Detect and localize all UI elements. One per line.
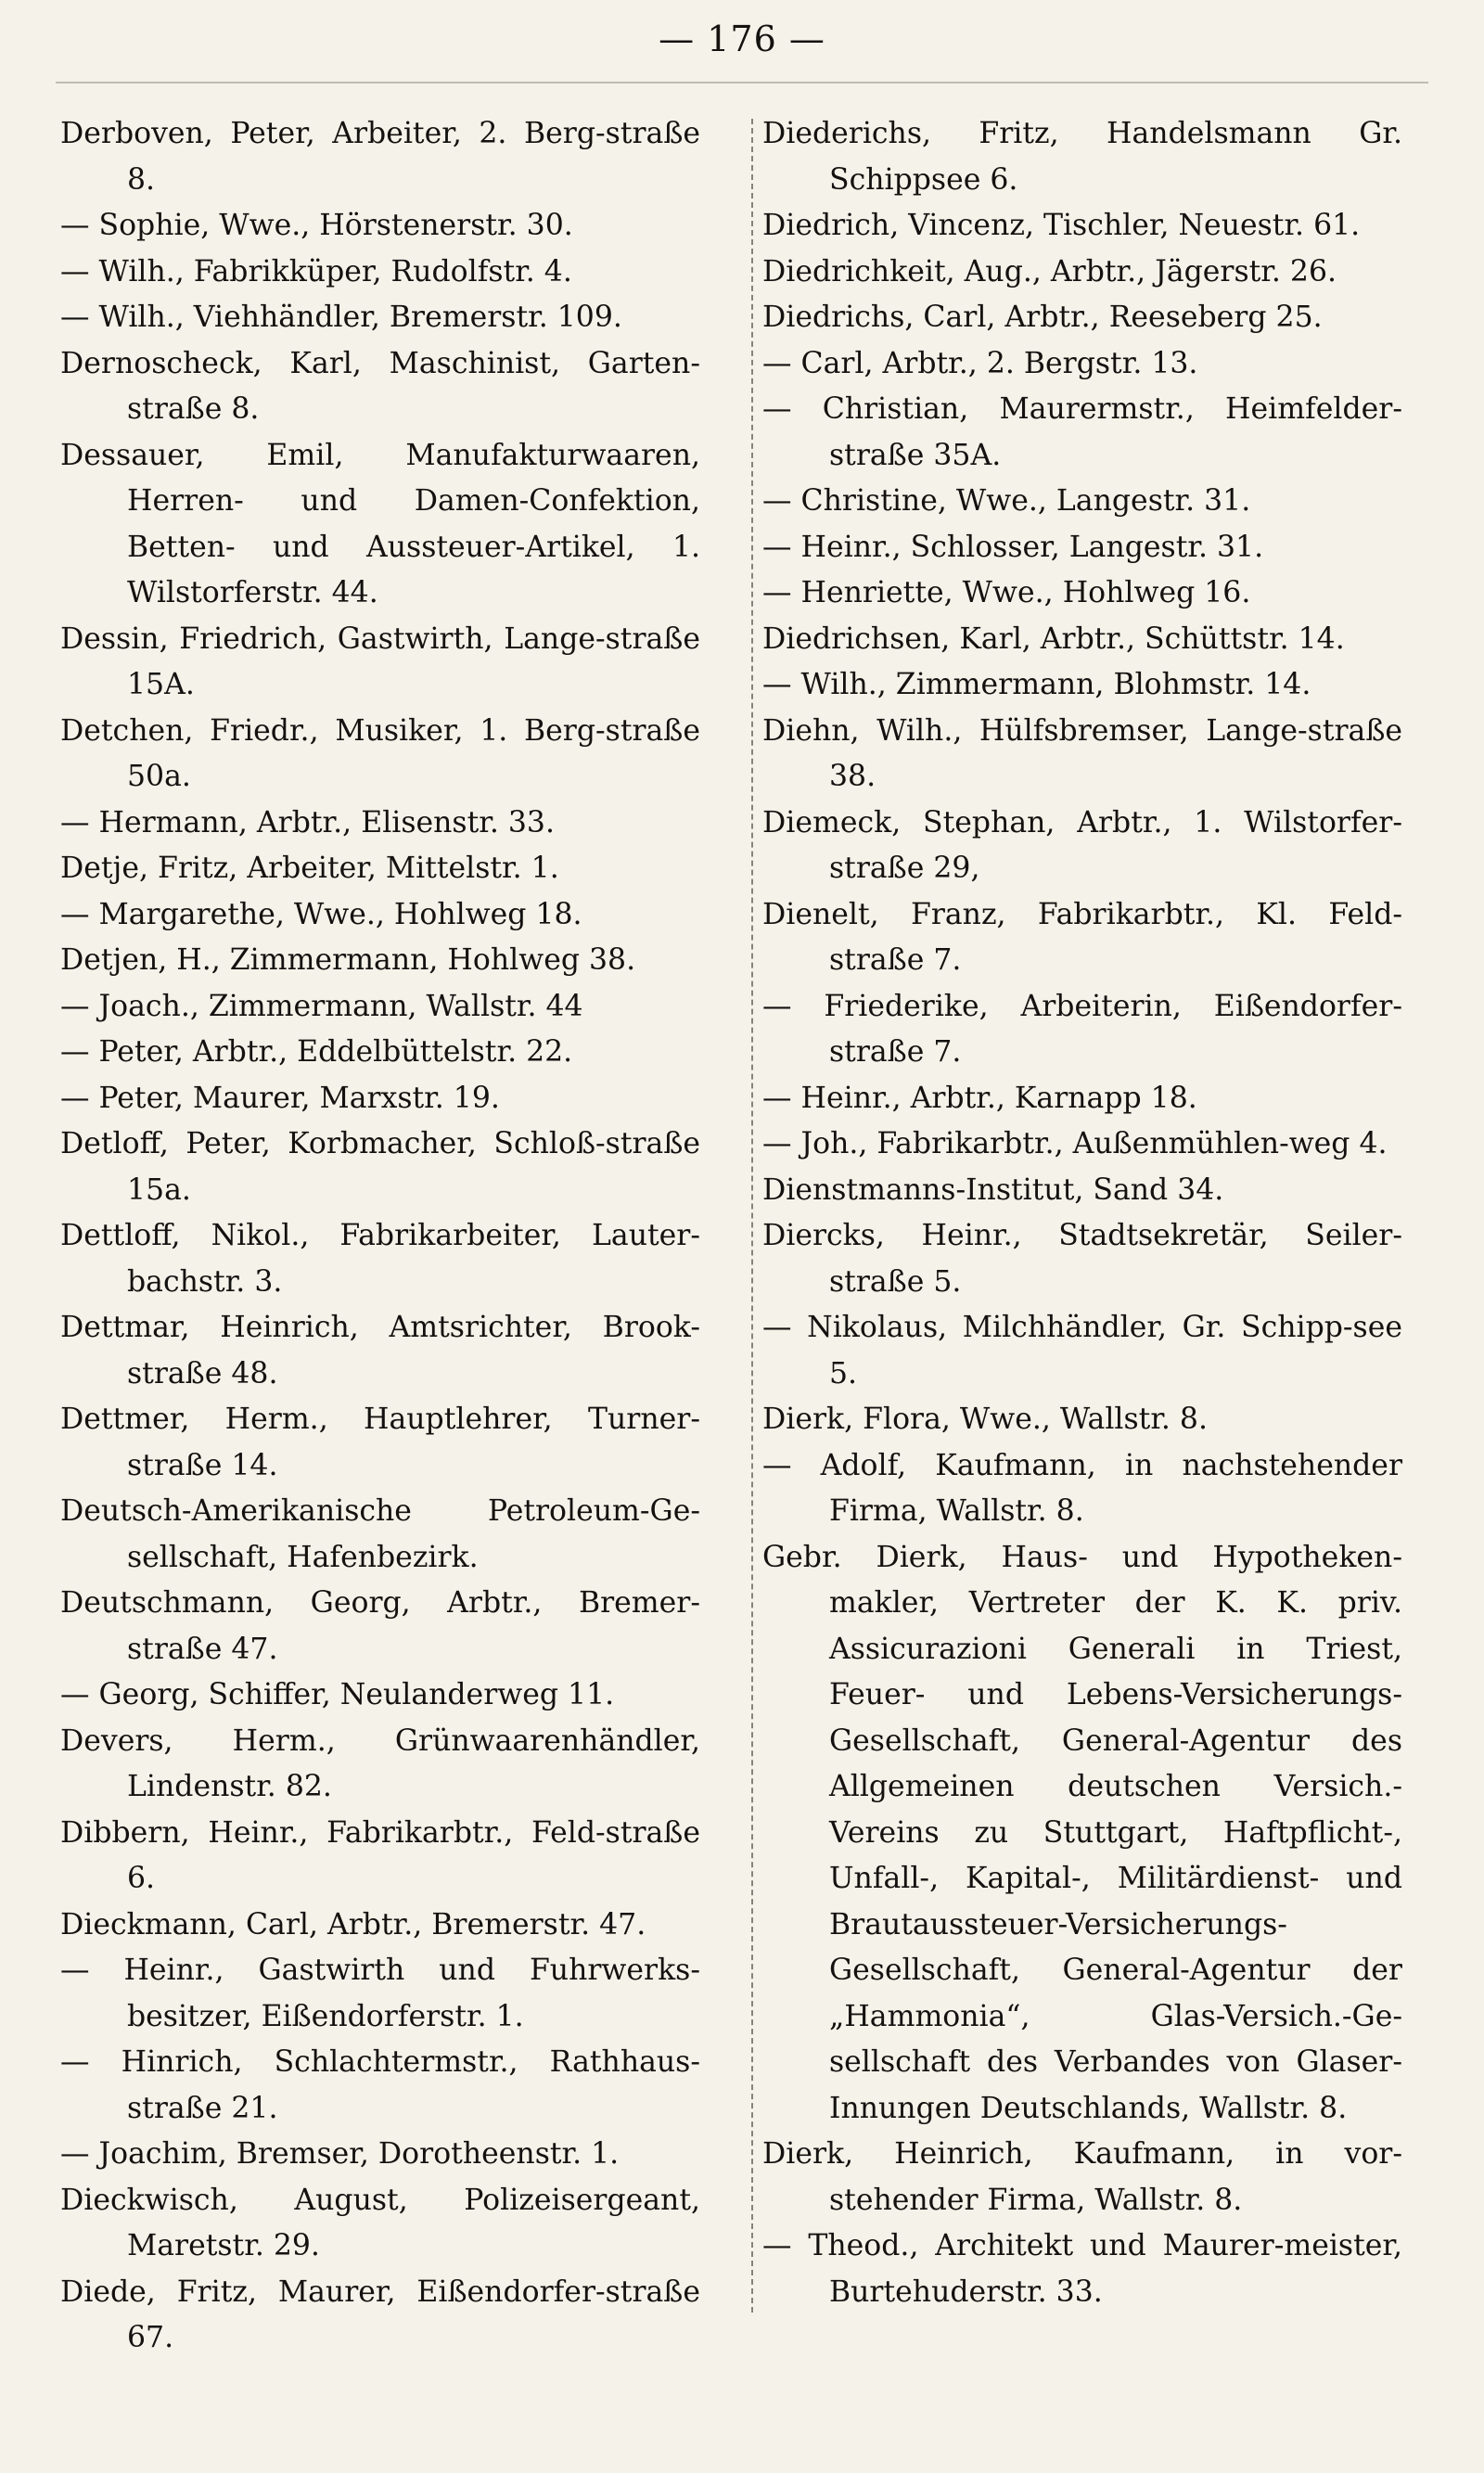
header-rule xyxy=(56,82,1428,83)
left-column xyxy=(60,111,700,2362)
directory-entry: Dettloff, Nikol., Fabrikarbeiter, Lauter-bachstr. 3. xyxy=(60,1219,700,1299)
directory-entry: Dierk, Heinrich, Kaufmann, in vor-stehender Firma, Wallstr. 8. xyxy=(762,2137,1402,2217)
directory-entry: Dessin, Friedrich, Gastwirth, Lange-straße 15A. xyxy=(60,621,700,701)
directory-entry: Deutschmann, Georg, Arbtr., Bremer-straße 47. xyxy=(60,1586,700,1666)
directory-entry: — Carl, Arbtr., 2. Bergstr. 13. xyxy=(762,346,1198,380)
page-number: — 176 — xyxy=(659,19,825,59)
directory-entry: — Hinrich, Schlachtermstr., Rathhaus-straße 21. xyxy=(60,2045,700,2125)
directory-entry: — Heinr., Gastwirth und Fuhrwerks-besitzer, Eißendorferstr. 1. xyxy=(60,1954,700,2033)
directory-entry: Detchen, Friedr., Musiker, 1. Berg-straße 50a. xyxy=(60,713,700,793)
directory-entry: — Christian, Maurermstr., Heimfelder-straße 35A. xyxy=(762,392,1402,472)
directory-entry: — Nikolaus, Milchhändler, Gr. Schipp-see 5. xyxy=(762,1311,1402,1390)
directory-entry: Diedrichkeit, Aug., Arbtr., Jägerstr. 26. xyxy=(762,254,1337,288)
directory-entry: Diedrichsen, Karl, Arbtr., Schüttstr. 14. xyxy=(762,621,1345,656)
directory-entry: Diedrich, Vincenz, Tischler, Neuestr. 61. xyxy=(762,209,1361,242)
directory-entry: Dernoscheck, Karl, Maschinist, Garten-straße 8. xyxy=(60,346,700,426)
directory-entry: — Wilh., Zimmermann, Blohmstr. 14. xyxy=(762,668,1311,701)
column-divider xyxy=(751,119,753,2313)
directory-entry: Diercks, Heinr., Stadtsekretär, Seiler-straße 5. xyxy=(762,1219,1402,1299)
directory-entry: Dibbern, Heinr., Fabrikarbtr., Feld-straße 6. xyxy=(60,1815,700,1895)
directory-entry: — Heinr., Schlosser, Langestr. 31. xyxy=(762,530,1264,564)
directory-entry: — Friederike, Arbeiterin, Eißendorfer-straße 7. xyxy=(762,989,1402,1069)
directory-entry: — Peter, Arbtr., Eddelbüttelstr. 22. xyxy=(60,1035,573,1069)
directory-entry: Detjen, H., Zimmermann, Hohlweg 38. xyxy=(60,943,636,977)
directory-entry: Dieckmann, Carl, Arbtr., Bremerstr. 47. xyxy=(60,1907,646,1941)
directory-entry: — Sophie, Wwe., Hörstenerstr. 30. xyxy=(60,209,573,242)
directory-entry: Dierk, Flora, Wwe., Wallstr. 8. xyxy=(762,1403,1208,1436)
directory-entry: Dienelt, Franz, Fabrikarbtr., Kl. Feld-straße 7. xyxy=(762,897,1402,977)
directory-entry: — Henriette, Wwe., Hohlweg 16. xyxy=(762,576,1251,609)
directory-entry: Dettmer, Herm., Hauptlehrer, Turner-straße 14. xyxy=(60,1403,700,1482)
directory-entry: — Margarethe, Wwe., Hohlweg 18. xyxy=(60,897,582,931)
directory-entry: Dieckwisch, August, Polizeisergeant, Maretstr. 29. xyxy=(60,2183,700,2262)
directory-entry: Dettmar, Heinrich, Amtsrichter, Brook-straße 48. xyxy=(60,1311,700,1390)
directory-entry: — Theod., Architekt und Maurer-meister, Burtehuderstr. 33. xyxy=(762,2229,1402,2309)
directory-entry: Gebr. Dierk, Haus- und Hypotheken-makler, Vertreter der K. K. priv. Assicurazioni Generali in Triest, Feuer- und Lebens-Versicherungs-Gesellschaft, General-Agentur des Allgemeinen deutschen Versich.-Vereins zu Stuttgart, Haftpflicht-, Unfall-, Kapital-, Militärdienst- und Brautaussteuer-Versicherungs-Gesellschaft, General-Agentur der „Hammonia“, Glas-Versich.-Ge-sellschaft des Verbandes von Glaser-Innungen Deutschlands, Wallstr. 8. xyxy=(762,1540,1402,2125)
directory-entry: — Peter, Maurer, Marxstr. 19. xyxy=(60,1081,500,1115)
directory-entry: — Wilh., Viehhändler, Bremerstr. 109. xyxy=(60,301,622,334)
directory-entry: Diemeck, Stephan, Arbtr., 1. Wilstorfer-straße 29, xyxy=(762,805,1402,885)
directory-entry: — Hermann, Arbtr., Elisenstr. 33. xyxy=(60,805,555,839)
directory-entry: Diehn, Wilh., Hülfsbremser, Lange-straße 38. xyxy=(762,713,1402,793)
directory-entry: — Georg, Schiffer, Neulanderweg 11. xyxy=(60,1678,615,1711)
directory-entry: Diede, Fritz, Maurer, Eißendorfer-straße 67. xyxy=(60,2274,700,2354)
directory-entry: Devers, Herm., Grünwaarenhändler, Lindenstr. 82. xyxy=(60,1723,700,1803)
directory-entry: Deutsch-Amerikanische Petroleum-Ge-sellschaft, Hafenbezirk. xyxy=(60,1494,700,1574)
directory-entry: Diedrichs, Carl, Arbtr., Reeseberg 25. xyxy=(762,301,1323,334)
directory-entry: Diederichs, Fritz, Handelsmann Gr. Schippsee 6. xyxy=(762,117,1402,197)
directory-entry: Detloff, Peter, Korbmacher, Schloß-straße 15a. xyxy=(60,1127,700,1207)
directory-entry: — Adolf, Kaufmann, in nachstehender Firma, Wallstr. 8. xyxy=(762,1448,1402,1528)
right-column xyxy=(762,111,1402,2315)
directory-entry: Dienstmanns-Institut, Sand 34. xyxy=(762,1172,1224,1207)
directory-entry: — Wilh., Fabrikküper, Rudolfstr. 4. xyxy=(60,254,572,288)
directory-entry: — Heinr., Arbtr., Karnapp 18. xyxy=(762,1081,1197,1115)
directory-entry: — Joach., Zimmermann, Wallstr. 44 xyxy=(60,989,583,1023)
directory-entry: — Christine, Wwe., Langestr. 31. xyxy=(762,484,1251,518)
directory-entry: Detje, Fritz, Arbeiter, Mittelstr. 1. xyxy=(60,852,559,885)
directory-entry: — Joh., Fabrikarbtr., Außenmühlen-weg 4. xyxy=(762,1127,1388,1160)
directory-entry: — Joachim, Bremser, Dorotheenstr. 1. xyxy=(60,2137,620,2171)
directory-entry: Derboven, Peter, Arbeiter, 2. Berg-straße 8. xyxy=(60,117,700,197)
directory-entry: Dessauer, Emil, Manufakturwaaren, Herren- und Damen-Confektion, Betten- und Aussteuer-Artikel, 1. Wilstorferstr. 44. xyxy=(60,438,700,609)
